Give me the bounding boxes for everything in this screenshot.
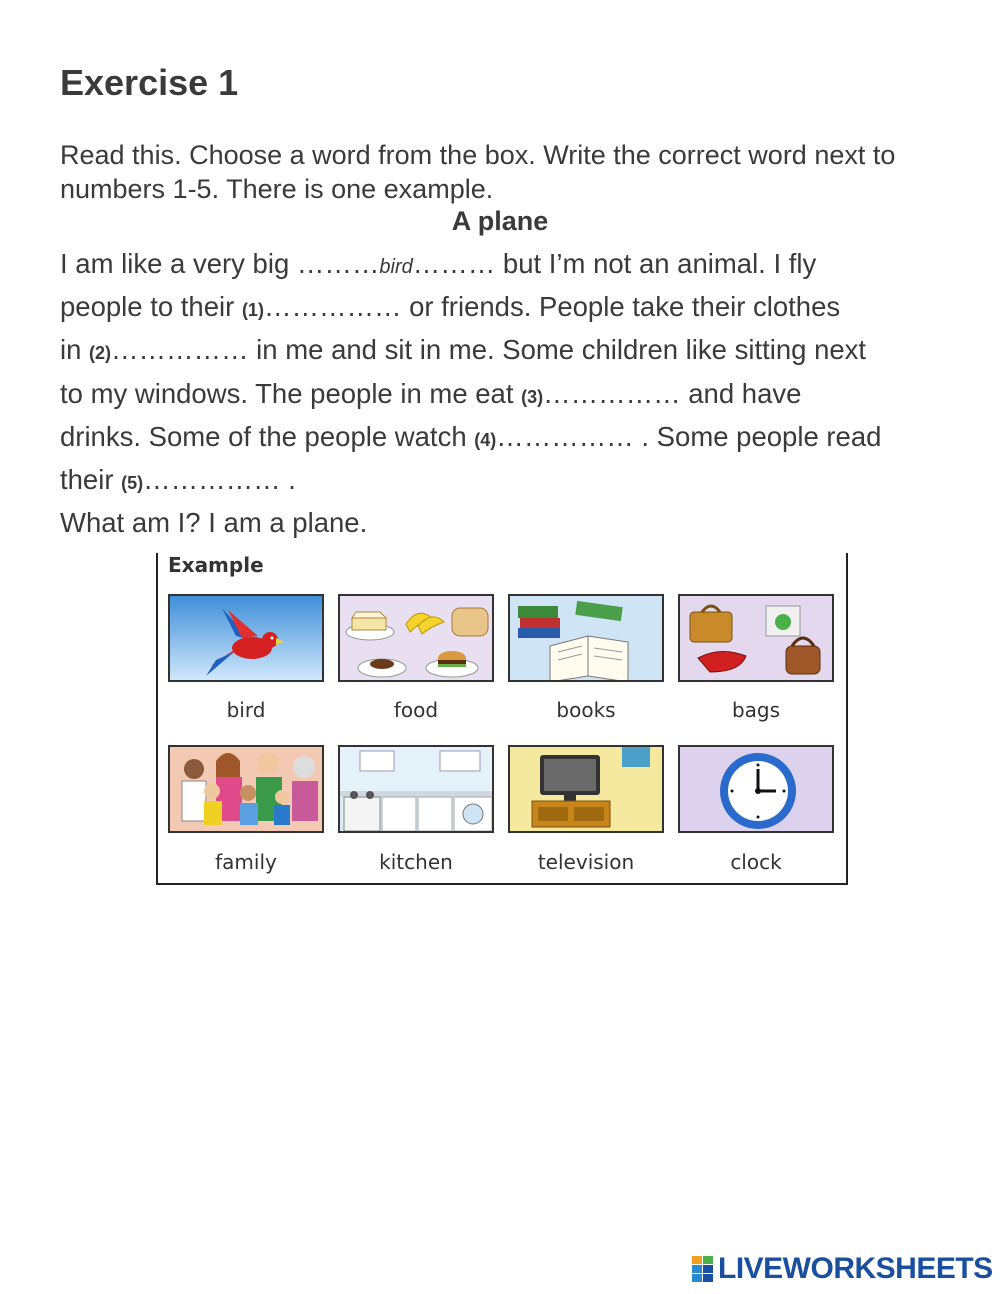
word-kitchen: kitchen: [379, 850, 453, 874]
books-icon: [510, 596, 664, 682]
blank-number-2: (2): [89, 343, 112, 364]
answer-blank-3[interactable]: …………… and have: [543, 377, 802, 409]
story-line-6: their (5)…………… .: [60, 464, 296, 496]
story-text: [60, 244, 960, 542]
logo-text: LIVEWORKSHEETS: [718, 1252, 993, 1285]
kitchen-icon: [340, 747, 494, 833]
word-family: family: [215, 850, 277, 874]
bird-picture[interactable]: [168, 594, 324, 682]
blank-number-5: (5): [121, 473, 144, 494]
story-line-5: drinks. Some of the people watch (4)…………… . Some people read: [60, 420, 882, 452]
answer-blank-4[interactable]: …………… . Some people read: [496, 420, 882, 452]
kitchen-picture[interactable]: [338, 745, 494, 833]
story-line-2: people to their (1)…………… or friends. People take their clothes: [60, 291, 841, 323]
bags-icon: [680, 596, 834, 682]
television-picture[interactable]: [508, 745, 664, 833]
television-icon: [510, 747, 664, 833]
blank-number-1: (1): [241, 300, 264, 321]
liveworksheets-logo[interactable]: [692, 1252, 993, 1286]
logo-mark-icon: [692, 1256, 714, 1282]
blank-number-4: (4): [474, 429, 497, 450]
story-line-3: in (2)…………… in me and sit in me. Some children like sitting next: [60, 334, 867, 366]
word-box-label: Example: [168, 553, 264, 577]
family-picture[interactable]: [168, 745, 324, 833]
instructions: Read this. Choose a word from the box. Write the correct word next to numbers 1-5. There is one example.: [60, 140, 896, 204]
answer-blank-1[interactable]: …………… or friends. People take their clothes: [263, 291, 841, 323]
word-box: [156, 553, 848, 885]
answer-blank-5[interactable]: …………… .: [143, 464, 296, 496]
exercise-title: Exercise 1: [60, 62, 239, 103]
word-books: books: [556, 698, 616, 722]
word-food: food: [393, 698, 439, 722]
family-icon: [170, 747, 324, 833]
food-picture[interactable]: [338, 594, 494, 682]
clock-picture[interactable]: [678, 745, 834, 833]
word-bags: bags: [731, 698, 781, 722]
word-clock: clock: [730, 850, 782, 874]
story-title: A plane: [451, 206, 549, 236]
clock-icon: [680, 747, 834, 833]
parrot-icon: [170, 596, 324, 682]
story-line-4: to my windows. The people in me eat (3)…………… and have: [60, 377, 802, 409]
story-line-1: I am like a very big ………bird……… but I’m not an animal. I fly: [60, 248, 817, 279]
blank-number-3: (3): [521, 386, 544, 407]
food-icon: [340, 596, 494, 682]
word-bird: bird: [226, 698, 266, 722]
bags-picture[interactable]: [678, 594, 834, 682]
word-television: television: [537, 850, 635, 874]
story-line-7: What am I? I am a plane.: [60, 507, 368, 539]
books-picture[interactable]: [508, 594, 664, 682]
example-answer: bird: [379, 256, 413, 278]
answer-blank-2[interactable]: …………… in me and sit in me. Some children like sitting next: [111, 334, 867, 366]
